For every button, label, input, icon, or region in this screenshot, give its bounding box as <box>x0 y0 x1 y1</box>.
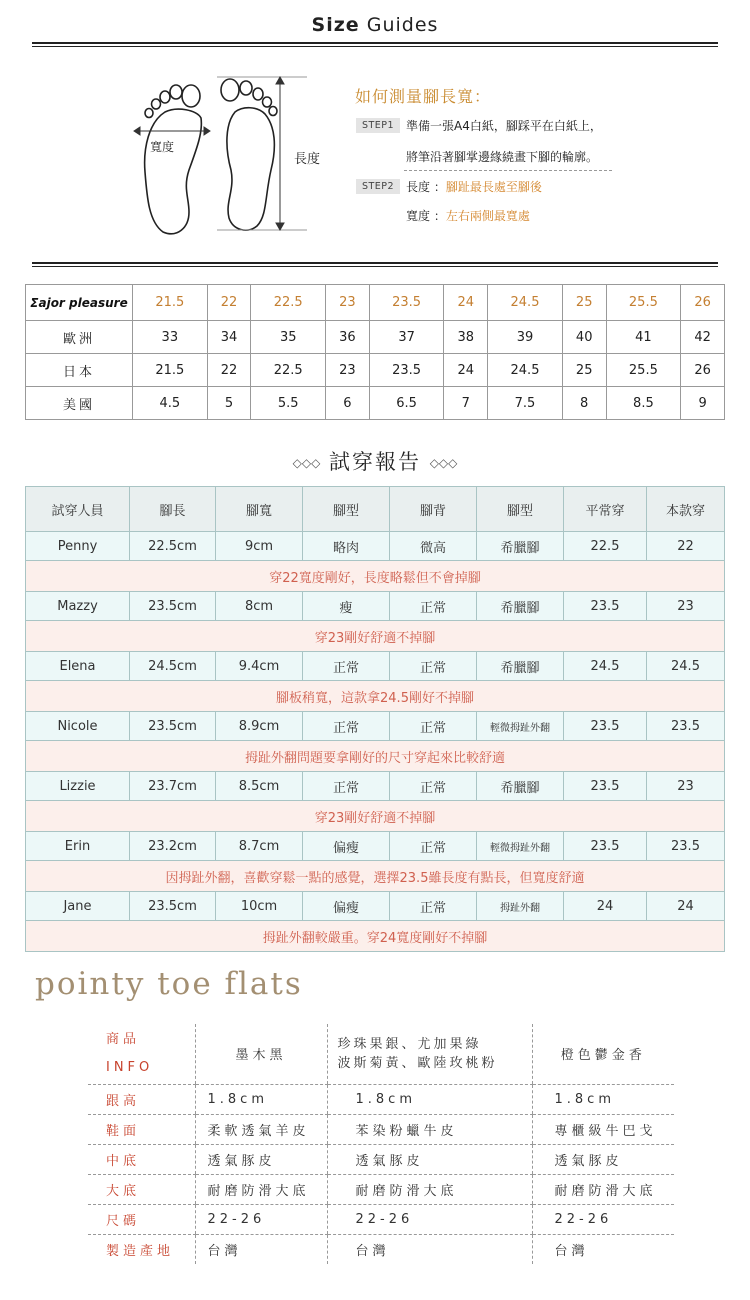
col-header: 平常穿 <box>564 487 647 532</box>
size-cell: 33 <box>133 321 208 354</box>
foot-width: 8.9cm <box>216 712 303 741</box>
size-guides-title-light: Guides <box>359 14 439 36</box>
tester-note-row <box>26 921 725 952</box>
color-option-line1: 珍珠果銀、尤加果綠 <box>337 1036 482 1052</box>
foot-instep: 正常 <box>390 772 477 801</box>
spec-value: 台灣 <box>195 1234 327 1264</box>
spec-key: 製造產地 <box>106 1243 175 1259</box>
size-cell: 35 <box>251 321 326 354</box>
size-cell: 26 <box>681 354 725 387</box>
brand-size-cell: 23 <box>326 285 370 321</box>
tester-name: Erin <box>26 832 130 861</box>
left-foot-big-toe-icon <box>182 85 200 107</box>
tester-note: 因拇趾外翻，喜歡穿鬆一點的感覺，選擇23.5雖長度有點長，但寬度舒適 <box>26 861 725 892</box>
col-header: 腳長 <box>130 487 216 532</box>
foot-width: 8.7cm <box>216 832 303 861</box>
tester-name: Jane <box>26 892 130 921</box>
report-heading <box>0 446 750 476</box>
brand-size-cell: 24.5 <box>488 285 563 321</box>
size-cell: 22.5 <box>251 354 326 387</box>
foot-type: 希臘腳 <box>477 592 564 621</box>
table-row <box>26 712 725 741</box>
usual-size: 23.5 <box>564 712 647 741</box>
spec-key: 跟高 <box>88 1084 195 1114</box>
size-cell: 40 <box>562 321 606 354</box>
step2-badge: STEP2 <box>356 179 400 194</box>
foot-shape: 正常 <box>303 772 390 801</box>
usual-size: 24.5 <box>564 652 647 681</box>
product-spec-table <box>88 1024 674 1264</box>
spec-row <box>88 1084 674 1114</box>
foot-type: 希臘腳 <box>477 532 564 561</box>
spec-value: 1.8cm <box>327 1084 532 1114</box>
col-header: 試穿人員 <box>26 487 130 532</box>
spec-header-key-line2: INFO <box>106 1059 154 1075</box>
foot-instep: 正常 <box>390 832 477 861</box>
spec-row <box>88 1114 674 1144</box>
size-cell: 21.5 <box>133 354 208 387</box>
step2-length-value: 腳趾最長處至腳後 <box>445 180 542 194</box>
spec-value: 耐磨防滑大底 <box>327 1174 532 1204</box>
spec-key: 中底 <box>88 1144 195 1174</box>
foot-instep: 微高 <box>390 532 477 561</box>
tester-note: 拇趾外翻問題要拿剛好的尺寸穿起來比較舒適 <box>26 741 725 772</box>
spec-key: 大底 <box>88 1174 195 1204</box>
spec-value: 1.8cm <box>532 1084 674 1114</box>
right-foot-outline-icon <box>227 108 274 230</box>
brand-size-cell: 23.5 <box>369 285 444 321</box>
size-cell: 37 <box>369 321 444 354</box>
foot-type: 輕微拇趾外翻 <box>477 712 564 741</box>
spec-value: 台灣 <box>327 1234 532 1264</box>
usual-size: 22.5 <box>564 532 647 561</box>
tester-note: 穿23剛好舒適不掉腳 <box>26 621 725 652</box>
report-title: 試穿報告 <box>329 450 421 474</box>
foot-shape: 偏瘦 <box>303 832 390 861</box>
tester-note-row <box>26 741 725 772</box>
foot-width: 9.4cm <box>216 652 303 681</box>
table-row <box>26 592 725 621</box>
size-cell: 34 <box>207 321 251 354</box>
size-cell: 5.5 <box>251 387 326 420</box>
size-cell: 23.5 <box>369 354 444 387</box>
size-cell: 8 <box>562 387 606 420</box>
color-option: 橙色鬱金香 <box>532 1024 674 1084</box>
this-size: 23 <box>647 592 725 621</box>
left-foot-outline-icon <box>145 109 202 234</box>
usual-size: 23.5 <box>564 832 647 861</box>
spec-value: 耐磨防滑大底 <box>532 1174 674 1204</box>
size-cell: 39 <box>488 321 563 354</box>
spec-value: 耐磨防滑大底 <box>195 1174 327 1204</box>
brand-size-cell: 22.5 <box>251 285 326 321</box>
step1-line1: 準備一張A4白紙，腳踩平在白紙上， <box>406 119 602 133</box>
color-option-line2: 波斯菊黃、歐陸玫桃粉 <box>337 1055 498 1071</box>
size-cell: 6.5 <box>369 387 444 420</box>
foot-length: 22.5cm <box>130 532 216 561</box>
size-cell: 42 <box>681 321 725 354</box>
table-row <box>26 532 725 561</box>
spec-key: 鞋面 <box>88 1114 195 1144</box>
ornament-left-icon: ◇◇◇ <box>292 456 321 470</box>
foot-length: 23.5cm <box>130 592 216 621</box>
spec-value: 苯染粉蠟牛皮 <box>327 1114 532 1144</box>
spec-value: 透氣豚皮 <box>195 1144 327 1174</box>
this-size: 23 <box>647 772 725 801</box>
step2-length-key: 長度 ： <box>406 180 446 194</box>
size-cell: 24.5 <box>488 354 563 387</box>
foot-instep: 正常 <box>390 892 477 921</box>
step2-length <box>406 178 542 195</box>
spec-value: 22-26 <box>327 1204 532 1234</box>
spec-value: 專櫃級牛巴戈 <box>532 1114 674 1144</box>
spec-row <box>88 1234 674 1264</box>
tester-note: 腳板稍寬，這款拿24.5剛好不掉腳 <box>26 681 725 712</box>
brand-size-cell: 24 <box>444 285 488 321</box>
this-size: 24.5 <box>647 652 725 681</box>
us-size-row <box>26 387 725 420</box>
tester-note-row <box>26 801 725 832</box>
foot-type: 拇趾外翻 <box>477 892 564 921</box>
foot-width: 9cm <box>216 532 303 561</box>
foot-instep: 正常 <box>390 712 477 741</box>
table-row <box>26 652 725 681</box>
size-cell: 8.5 <box>606 387 681 420</box>
step2-width <box>406 207 530 224</box>
brand-logo: Σajor pleasure <box>26 285 133 321</box>
tester-name: Nicole <box>26 712 130 741</box>
color-option: 墨木黑 <box>195 1024 327 1084</box>
this-size: 24 <box>647 892 725 921</box>
report-header-row <box>26 487 725 532</box>
ornament-right-icon: ◇◇◇ <box>429 456 458 470</box>
jp-label: 日本 <box>26 354 133 387</box>
foot-type: 輕微拇趾外翻 <box>477 832 564 861</box>
size-cell: 5 <box>207 387 251 420</box>
foot-shape: 略肉 <box>303 532 390 561</box>
right-foot-big-toe-icon <box>221 79 239 101</box>
size-cell: 41 <box>606 321 681 354</box>
tester-name: Lizzie <box>26 772 130 801</box>
foot-type: 希臘腳 <box>477 772 564 801</box>
try-on-report-table <box>25 486 725 952</box>
tester-note: 拇趾外翻較嚴重。穿24寬度剛好不掉腳 <box>26 921 725 952</box>
col-header: 腳背 <box>390 487 477 532</box>
table-row <box>26 892 725 921</box>
size-guides-title-bold: Size <box>311 14 360 36</box>
foot-length: 23.5cm <box>130 712 216 741</box>
step2-width-value: 左右兩側最寬處 <box>445 209 530 223</box>
foot-shape: 正常 <box>303 712 390 741</box>
tester-note-row <box>26 621 725 652</box>
length-label: 長度 <box>294 152 321 167</box>
eu-size-row <box>26 321 725 354</box>
jp-size-row <box>26 354 725 387</box>
col-header: 腳型 <box>303 487 390 532</box>
color-option <box>327 1024 532 1084</box>
eu-label: 歐洲 <box>26 321 133 354</box>
brand-size-cell: 26 <box>681 285 725 321</box>
foot-shape: 偏瘦 <box>303 892 390 921</box>
size-conversion-table <box>25 284 725 420</box>
spec-value: 透氣豚皮 <box>327 1144 532 1174</box>
foot-length: 23.5cm <box>130 892 216 921</box>
foot-instep: 正常 <box>390 592 477 621</box>
this-size: 23.5 <box>647 712 725 741</box>
step1-line2: 將筆沿著腳掌邊緣繞畫下腳的輪廓。 <box>406 150 599 164</box>
size-cell: 24 <box>444 354 488 387</box>
tester-note-row <box>26 561 725 592</box>
tester-note: 穿23剛好舒適不掉腳 <box>26 801 725 832</box>
foot-length: 23.7cm <box>130 772 216 801</box>
spec-value: 柔軟透氣羊皮 <box>195 1114 327 1144</box>
width-label: 寬度 <box>150 140 175 154</box>
brand-size-cell: 25 <box>562 285 606 321</box>
col-header: 腳型 <box>477 487 564 532</box>
header-divider <box>32 42 718 47</box>
width-arrow-icon <box>134 127 210 135</box>
foot-width: 10cm <box>216 892 303 921</box>
tester-note-row <box>26 861 725 892</box>
foot-length: 23.2cm <box>130 832 216 861</box>
usual-size: 23.5 <box>564 772 647 801</box>
size-cell: 36 <box>326 321 370 354</box>
size-cell: 25.5 <box>606 354 681 387</box>
spec-header-row <box>88 1024 674 1084</box>
size-cell: 9 <box>681 387 725 420</box>
tester-note-row <box>26 681 725 712</box>
spec-row <box>88 1144 674 1174</box>
usual-size: 24 <box>564 892 647 921</box>
brand-size-cell: 22 <box>207 285 251 321</box>
foot-width: 8.5cm <box>216 772 303 801</box>
table-row <box>26 772 725 801</box>
spec-value: 22-26 <box>532 1204 674 1234</box>
foot-length: 24.5cm <box>130 652 216 681</box>
spec-value: 1.8cm <box>195 1084 327 1114</box>
this-size: 23.5 <box>647 832 725 861</box>
size-guides-title <box>0 14 750 36</box>
measure-divider <box>32 262 718 267</box>
spec-header-key <box>88 1024 195 1084</box>
product-title: pointy toe flats <box>35 966 303 1002</box>
size-cell: 25 <box>562 354 606 387</box>
foot-type: 希臘腳 <box>477 652 564 681</box>
spec-key: 尺碼 <box>88 1204 195 1234</box>
spec-row <box>88 1204 674 1234</box>
measure-title: 如何測量腳長寬： <box>355 87 492 106</box>
table-row <box>26 832 725 861</box>
size-cell: 7.5 <box>488 387 563 420</box>
spec-value: 透氣豚皮 <box>532 1144 674 1174</box>
tester-name: Mazzy <box>26 592 130 621</box>
usual-size: 23.5 <box>564 592 647 621</box>
size-cell: 38 <box>444 321 488 354</box>
spec-row <box>88 1174 674 1204</box>
brand-size-row <box>26 285 725 321</box>
col-header: 腳寬 <box>216 487 303 532</box>
foot-shape: 正常 <box>303 652 390 681</box>
size-cell: 22 <box>207 354 251 387</box>
step2-width-key: 寬度 ： <box>406 209 446 223</box>
spec-value: 22-26 <box>195 1204 327 1234</box>
size-cell: 7 <box>444 387 488 420</box>
step1-badge: STEP1 <box>356 118 400 133</box>
spec-header-key-line1: 商品 <box>106 1031 141 1047</box>
foot-shape: 瘦 <box>303 592 390 621</box>
size-cell: 6 <box>326 387 370 420</box>
size-cell: 23 <box>326 354 370 387</box>
spec-value: 台灣 <box>532 1234 674 1264</box>
brand-size-cell: 25.5 <box>606 285 681 321</box>
brand-size-cell: 21.5 <box>133 285 208 321</box>
foot-width: 8cm <box>216 592 303 621</box>
step-divider <box>404 170 612 171</box>
tester-note: 穿22寬度剛好，長度略鬆但不會掉腳 <box>26 561 725 592</box>
col-header: 本款穿 <box>647 487 725 532</box>
foot-instep: 正常 <box>390 652 477 681</box>
tester-name: Elena <box>26 652 130 681</box>
this-size: 22 <box>647 532 725 561</box>
us-label: 美國 <box>26 387 133 420</box>
size-cell: 4.5 <box>133 387 208 420</box>
tester-name: Penny <box>26 532 130 561</box>
